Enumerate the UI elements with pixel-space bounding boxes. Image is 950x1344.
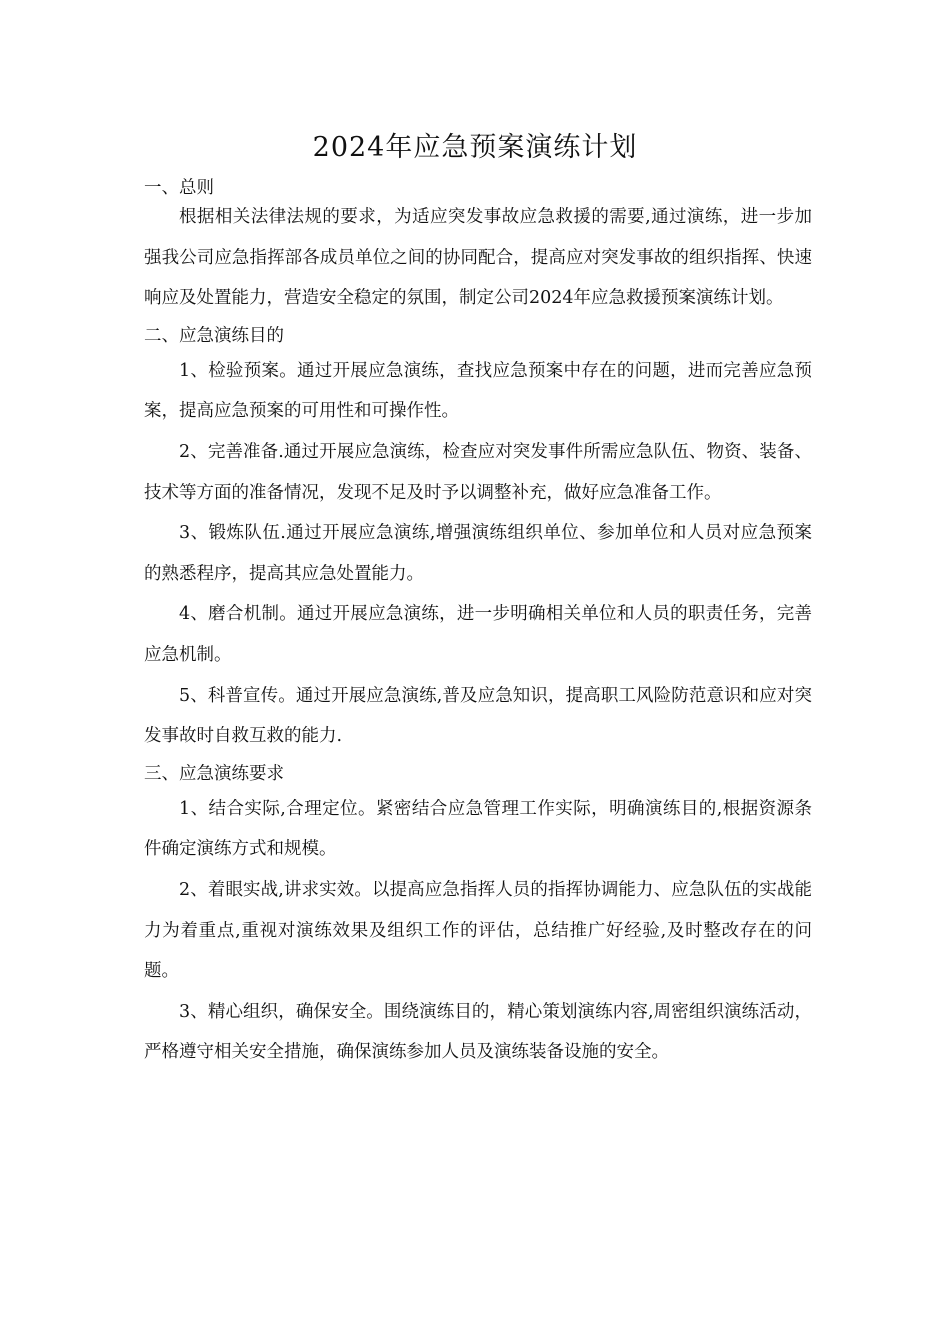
paragraph: 3、精心组织，确保安全。围绕演练目的，精心策划演练内容,周密组织演练活动，严格遵守相关安全措施，确保演练参加人员及演练装备设施的安全。	[144, 1001, 812, 1063]
paragraph: 5、科普宣传。通过开展应急演练,普及应急知识，提高职工风险防范意识和应对突发事故时自救互救的能力.	[144, 685, 812, 747]
paragraph: 2、完善准备.通过开展应急演练，检查应对突发事件所需应急队伍、物资、装备、技术等方面的准备情况，发现不足及时予以调整补充，做好应急准备工作。	[144, 441, 812, 503]
paragraph: 根据相关法律法规的要求，为适应突发事故应急救援的需要,通过演练，进一步加强我公司应急指挥部各成员单位之间的协同配合，提高应对突发事故的组织指挥、快速响应及处置能力，营造安全稳定的氛围，制定公司2024年应急救援预案演练计划。	[144, 207, 812, 309]
document-body	[144, 173, 812, 1073]
paragraph: 2、着眼实战,讲求实效。以提高应急指挥人员的指挥协调能力、应急队伍的实战能力为着重点,重视对演练效果及组织工作的评估，总结推广好经验,及时整改存在的问题。	[144, 879, 812, 982]
section-heading-requirements: 三、应急演练要求	[144, 763, 284, 784]
paragraph: 3、锻炼队伍.通过开展应急演练,增强演练组织单位、参加单位和人员对应急预案的熟悉程序，提高其应急处置能力。	[144, 523, 812, 584]
paragraph: 1、检验预案。通过开展应急演练，查找应急预案中存在的问题，进而完善应急预案，提高应急预案的可用性和可操作性。	[144, 360, 812, 422]
section-heading-purpose: 二、应急演练目的	[144, 325, 284, 346]
paragraph: 1、结合实际,合理定位。紧密结合应急管理工作实际，明确演练目的,根据资源条件确定演练方式和规模。	[144, 798, 812, 860]
document-title: 2024年应急预案演练计划	[312, 132, 638, 163]
paragraph: 4、磨合机制。通过开展应急演练，进一步明确相关单位和人员的职责任务，完善应急机制。	[144, 604, 812, 665]
section-heading-general: 一、总则	[144, 178, 214, 198]
